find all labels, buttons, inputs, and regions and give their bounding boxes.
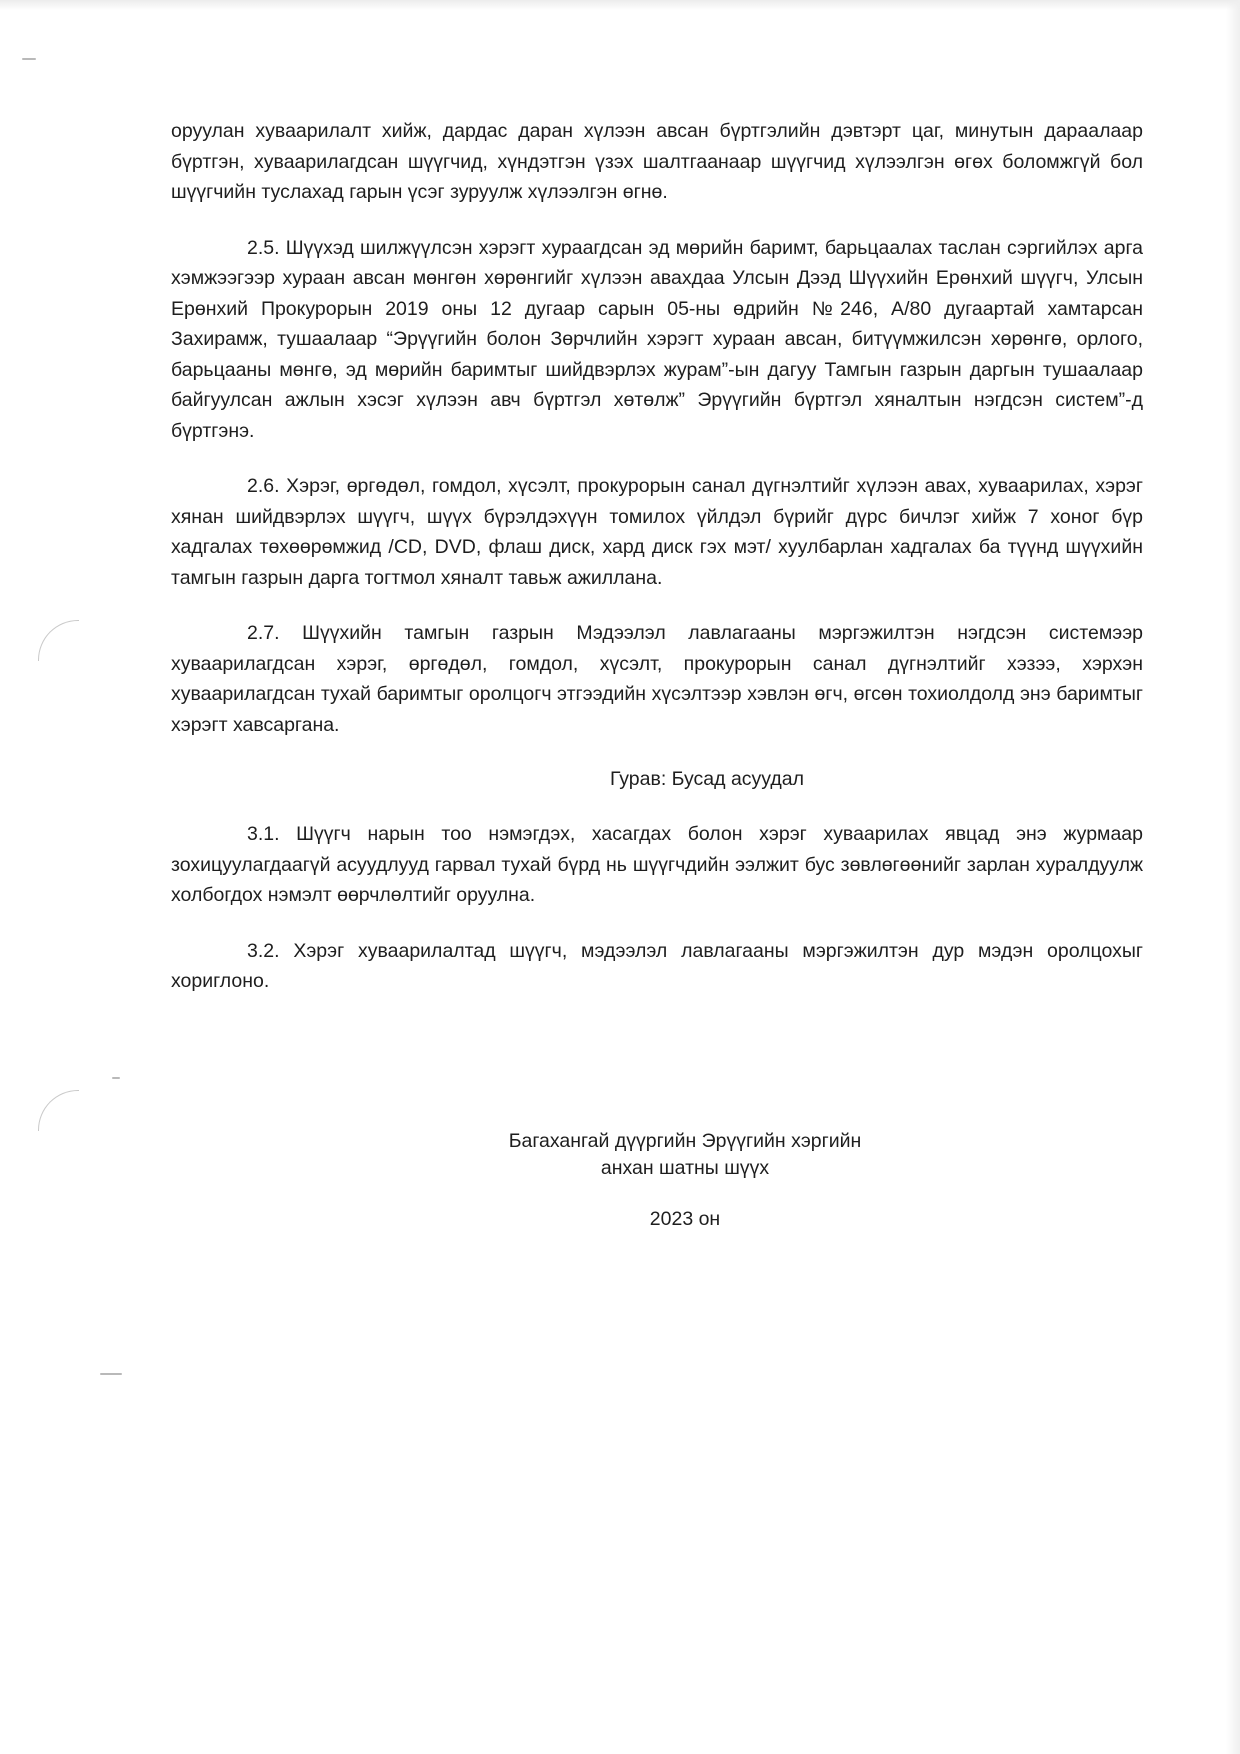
section-2-6-paragraph: 2.6. Хэрэг, өргөдөл, гомдол, хүсэлт, прокурорын санал дүгнэлтийг хүлээн авах, хуваарилах, хэрэг хянан шийдвэрлэх шүүгч, шүүх бүрэлдэхүүн томилох үйлдэл бүрийг дүрс бичлэг хийж 7 хоног бүр хадгалах төхөөрөмжид /CD, DVD, флаш диск, хард диск гэх мэт/ хуулбарлан хадгалах ба түүнд шүүхийн тамгын газрын дарга тогтмол хяналт тавьж ажиллана. [171,475,1143,589]
section-2-5-paragraph: 2.5. Шүүхэд шилжүүлсэн хэрэгт хураагдсан эд мөрийн баримт, барьцаалах таслан сэргийлэх арга хэмжээгээр хураан авсан мөнгөн хөрөнгийг хүлээн авахдаа Улсын Дээд Шүүхийн Ерөнхий шүүгч, Улсын Ерөнхий Прокурорын 2019 оны 12 дугаар сарын 05-ны өдрийн №246, А/80 дугаартай хамтарсан Захирамж, тушаалаар “Эрүүгийн болон Зөрчлийн хэрэгт хураан авсан, битүүмжилсэн хөрөнгө, орлого, барьцааны мөнгө, эд мөрийн баримтыг шийдвэрлэх журам”-ын дагуу Тамгын газрын даргын тушаалаар байгуулсан ажлын хэсэг хүлээн авч бүртгэл хөтөлж” Эрүүгийн бүртгэл хяналтын нэгдсэн систем”-д бүртгэнэ. [171,236,1143,442]
scan-edge-top [0,0,1240,10]
section-2-7-paragraph: 2.7. Шүүхийн тамгын газрын Мэдээлэл лавлагааны мэргэжилтэн нэгдсэн системээр хуваарилагдсан хэрэг, өргөдөл, гомдол, хүсэлт, прокурорын санал дүгнэлтийг хэзээ, хэрхэн хуваарилагдсан тухай баримтыг оролцогч этгээдийн хүсэлтээр хэвлэн өгч, өгсөн тохиолдолд энэ баримтыг хэрэгт хавсаргана. [171,622,1143,736]
document-body [171,116,1143,997]
section-3-1-paragraph: 3.1. Шүүгч нарын тоо нэмэгдэх, хасагдах болон хэрэг хуваарилах явцад энэ журмаар зохицуулагдаагүй асуудлууд гарвал тухай бүрд нь шүүгчдийн ээлжит бус зөвлөгөөнийг зарлан хуралдуулж холбогдох нэмэлт өөрчлөлтийг оруулна. [171,823,1143,906]
punch-hole-mark [38,620,79,661]
scan-speck [22,58,36,60]
scan-speck [100,1373,122,1375]
signature-line-1: Багахангай дүүргийн Эрүүгийн хэргийн [508,1130,862,1152]
section-3-2-paragraph: 3.2. Хэрэг хуваарилалтад шүүгч, мэдээлэл лавлагааны мэргэжилтэн дур мэдэн оролцохыг хориглоно. [171,939,1143,992]
intro-paragraph: оруулан хуваарилалт хийж, дардас даран хүлээн авсан бүртгэлийн дэвтэрт цаг, минутын дараалаар бүртгэн, хуваарилагдсан шүүгчид, хүндэтгэн үзэх шалтгаанаар шүүгчид хүлээлгэн өгөх боломжгүй бол шүүгчийн туслахад гарын үсэг зуруулж хүлээлгэн өгнө. [171,120,1143,203]
scan-edge-right [1226,0,1240,1754]
signature-line-2: анхан шатны шүүх [600,1157,770,1179]
punch-hole-mark [38,1090,79,1131]
section-3-heading: Гурав: Бусад асуудал [609,768,804,790]
document-year: 2023 он [649,1208,721,1230]
scan-speck [112,1077,120,1079]
signature-block [470,1128,900,1182]
